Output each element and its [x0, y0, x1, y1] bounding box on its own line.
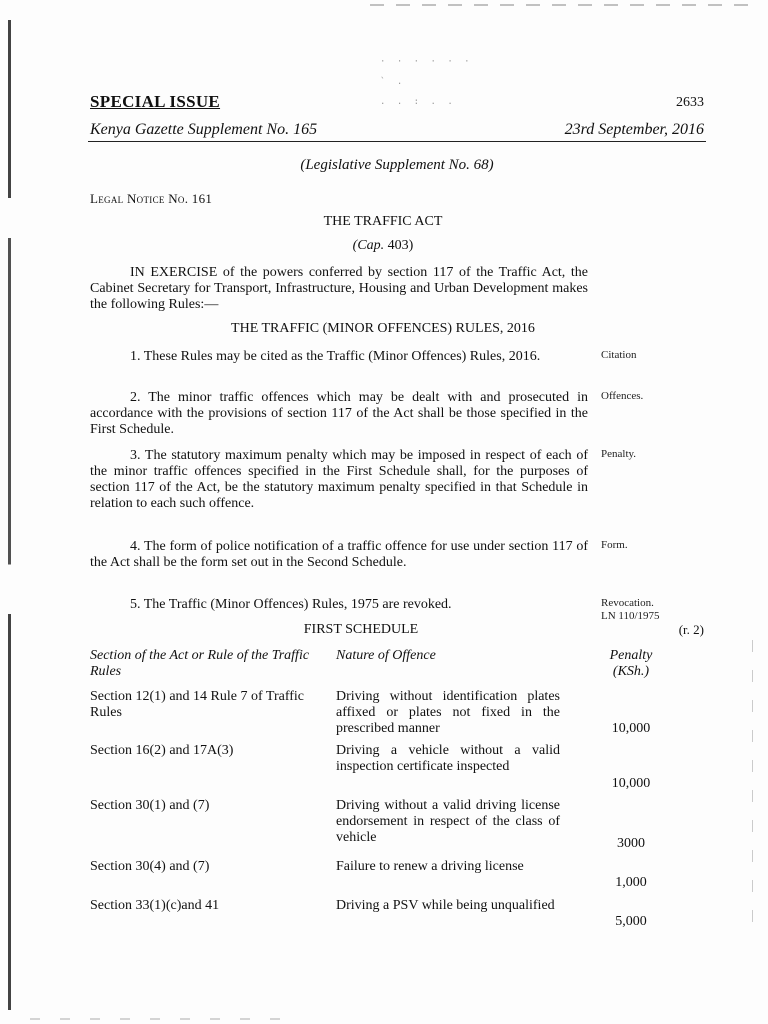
table-row-section: Section 33(1)(c)and 41 — [90, 898, 220, 913]
publication-date: 23rd September, 2016 — [564, 121, 704, 138]
marginal-note: Offences. — [601, 390, 644, 402]
marginal-note: Penalty. — [601, 448, 637, 460]
rule-paragraph: 1. These Rules may be cited as the Traffic (Minor Offences) Rules, 2016. — [130, 349, 541, 364]
marginal-reference: LN 110/1975 — [601, 610, 660, 622]
scan-right-artifact — [752, 640, 753, 940]
rule-paragraph: 5. The Traffic (Minor Offences) Rules, 1975 are revoked. — [130, 597, 452, 612]
column-header-penalty-unit: (KSh.) — [612, 664, 650, 679]
table-row-penalty: 10,000 — [611, 776, 651, 791]
header-rule — [88, 141, 706, 142]
rules-title: THE TRAFFIC (MINOR OFFENCES) RULES, 2016 — [231, 321, 535, 336]
schedule-title: FIRST SCHEDULE — [303, 622, 419, 637]
rule-paragraph: 4. The form of police notification of a traffic offence for use under section 117 of the Act shall be the form set out in the Second Schedule. — [90, 539, 588, 570]
schedule-rule-reference: (r. 2) — [678, 622, 704, 637]
table-row-offence: Failure to renew a driving license — [336, 859, 524, 874]
column-header-nature: Nature of Offence — [336, 648, 436, 663]
column-header-section: Section of the Act or Rule of the Traffic Rules — [90, 648, 310, 679]
rule-paragraph: 3. The statutory maximum penalty which may be imposed in respect of each of the minor traffic offences specified in the First Schedule shall, for the purposes of section 117 of the Act, be the statutory maximum penalty specified in that Schedule in relation to each such offence. — [90, 448, 588, 511]
marginal-note: Form. — [601, 539, 628, 551]
table-row-offence: Driving without identification plates affixed or plates not fixed in the prescribed manner — [336, 689, 560, 736]
scan-edge-artifact — [8, 20, 11, 1010]
table-row-section: Section 30(1) and (7) — [90, 798, 210, 813]
table-row-section: Section 12(1) and 14 Rule 7 of Traffic Rules — [90, 689, 304, 720]
cap-prefix: (Cap. — [352, 238, 385, 253]
scan-bottom-artifact — [30, 1018, 290, 1020]
table-row-offence: Driving a PSV while being unqualified — [336, 898, 555, 913]
column-header-penalty: Penalty — [609, 648, 653, 663]
table-row-penalty: 10,000 — [611, 721, 651, 736]
table-row-penalty: 1,000 — [615, 875, 647, 890]
act-title: THE TRAFFIC ACT — [323, 214, 443, 229]
faded-stamp: · · · · · · ` . . . : . . — [380, 57, 473, 107]
table-row-section: Section 16(2) and 17A(3) — [90, 743, 234, 758]
table-row-penalty: 5,000 — [615, 914, 647, 929]
marginal-note: Citation — [601, 349, 637, 361]
legislative-supplement: (Legislative Supplement No. 68) — [300, 157, 494, 173]
special-issue-heading: SPECIAL ISSUE — [90, 92, 221, 111]
table-row-penalty: 3000 — [617, 836, 645, 851]
scan-top-artifact — [370, 4, 750, 6]
table-row-section: Section 30(4) and (7) — [90, 859, 210, 874]
page-number: 2633 — [676, 95, 704, 110]
act-chapter — [88, 238, 678, 254]
preamble: IN EXERCISE of the powers conferred by section 117 of the Traffic Act, the Cabinet Secretary for Transport, Infrastructure, Housing and Urban Development makes the following Rules:— — [90, 265, 588, 312]
marginal-note: Revocation. — [601, 597, 654, 609]
cap-number: 403) — [384, 238, 414, 253]
table-row-offence: Driving without a valid driving license endorsement in respect of the class of vehicle — [336, 798, 560, 845]
rule-paragraph: 2. The minor traffic offences which may be dealt with and prosecuted in accordance with the provisions of section 117 of the Act shall be those specified in the First Schedule. — [90, 390, 588, 437]
table-row-offence: Driving a vehicle without a valid inspection certificate inspected — [336, 743, 560, 774]
supplement-title: Kenya Gazette Supplement No. 165 — [90, 121, 318, 138]
legal-notice-number: Legal Notice No. 161 — [90, 191, 213, 206]
